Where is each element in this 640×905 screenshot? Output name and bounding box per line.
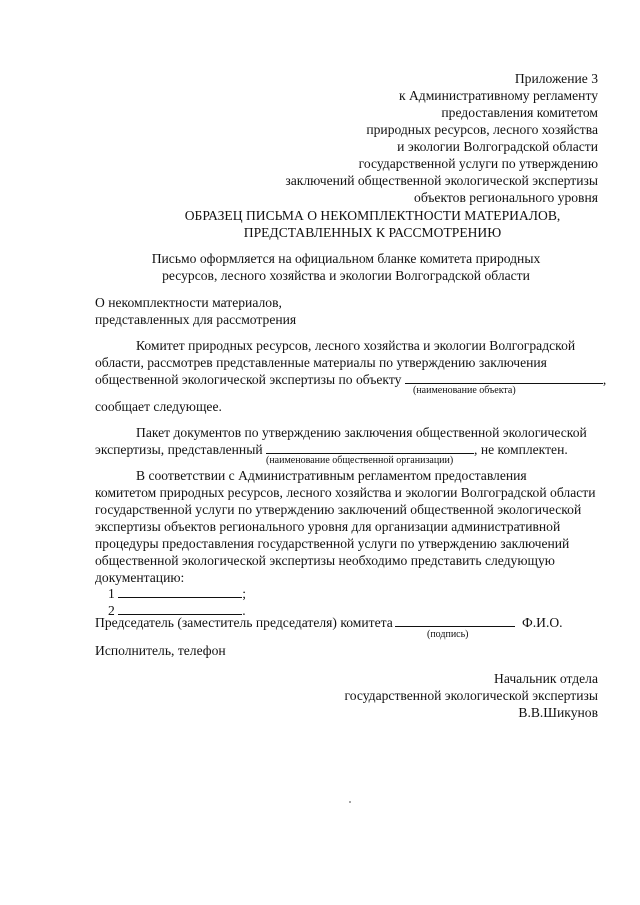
- appendix-line: природных ресурсов, лесного хозяйства: [366, 122, 598, 137]
- para3-line: общественной экологической экспертизы необходимо представить следующую: [95, 553, 555, 568]
- organization-name-blank: [266, 441, 474, 454]
- signatory-name: Ф.И.О.: [522, 615, 563, 630]
- object-name-caption: (наименование объекта): [413, 385, 516, 396]
- list-punct: ;: [242, 586, 246, 601]
- appendix-line: предоставления комитетом: [441, 105, 598, 120]
- para3-line: государственной услуги по утверждению заключений общественной экологической: [95, 502, 582, 517]
- signature-blank: [395, 614, 515, 627]
- list-number: 1: [108, 586, 115, 601]
- para1-text: общественной экологической экспертизы по объекту: [95, 372, 402, 387]
- appendix-line: Приложение 3: [514, 71, 598, 86]
- para3-line: комитетом природных ресурсов, лесного хозяйства и экологии Волгоградской области: [95, 485, 596, 500]
- organization-name-caption: (наименование общественной организации): [266, 455, 454, 466]
- approver-position: Начальник отдела: [494, 671, 598, 686]
- para3-line: процедуры предоставления государственной услуги по утверждению заключений: [95, 536, 570, 551]
- appendix-line: государственной услуги по утверждению: [358, 156, 598, 171]
- signature-label: Председатель (заместитель председателя) комитета: [95, 615, 393, 630]
- para2-text: экспертизы, представленный: [95, 442, 263, 457]
- list-punct: .: [242, 603, 246, 618]
- executor-line: Исполнитель, телефон: [95, 643, 226, 658]
- approver-department: государственной экологической экспертизы: [344, 688, 598, 703]
- scan-dot: [349, 801, 351, 803]
- comma: ,: [602, 372, 607, 387]
- para3-line: документацию:: [95, 570, 185, 585]
- para1-line: Комитет природных ресурсов, лесного хозяйства и экологии Волгоградской: [136, 338, 576, 353]
- list-number: 2: [108, 603, 115, 618]
- appendix-line: к Административному регламенту: [398, 88, 598, 103]
- appendix-line: объектов регионального уровня: [414, 190, 598, 205]
- subject-line: представленных для рассмотрения: [95, 312, 297, 327]
- document-blank-1: [118, 585, 242, 598]
- subject-line: О некомплектности материалов,: [95, 295, 282, 310]
- para1-line: сообщает следующее.: [95, 399, 222, 414]
- para3-line: В соответствии с Административным регламентом предоставления: [136, 468, 527, 483]
- form-note: Письмо оформляется на официальном бланке комитета природных: [151, 251, 541, 266]
- approver-name: В.В.Шикунов: [518, 705, 598, 720]
- object-name-blank: [405, 371, 603, 384]
- form-note-line2: ресурсов, лесного хозяйства и экологии Волгоградской области: [162, 268, 530, 283]
- document-title-line2: ПРЕДСТАВЛЕННЫХ К РАССМОТРЕНИЮ: [243, 225, 502, 240]
- signature-caption: (подпись): [427, 629, 469, 640]
- para2-text: , не комплектен.: [474, 442, 568, 457]
- para3-line: экспертизы объектов регионального уровня для организации административной: [95, 519, 561, 534]
- document-title: ОБРАЗЕЦ ПИСЬМА О НЕКОМПЛЕКТНОСТИ МАТЕРИАЛОВ,: [184, 208, 561, 223]
- para1-line: области, рассмотрев представленные материалы по утверждению заключения: [95, 355, 547, 370]
- para2-line: Пакет документов по утверждению заключения общественной экологической: [136, 425, 587, 440]
- appendix-line: и экологии Волгоградской области: [397, 139, 598, 154]
- appendix-line: заключений общественной экологической экспертизы: [285, 173, 598, 188]
- para1-line: [95, 371, 606, 388]
- list-item: [108, 585, 246, 602]
